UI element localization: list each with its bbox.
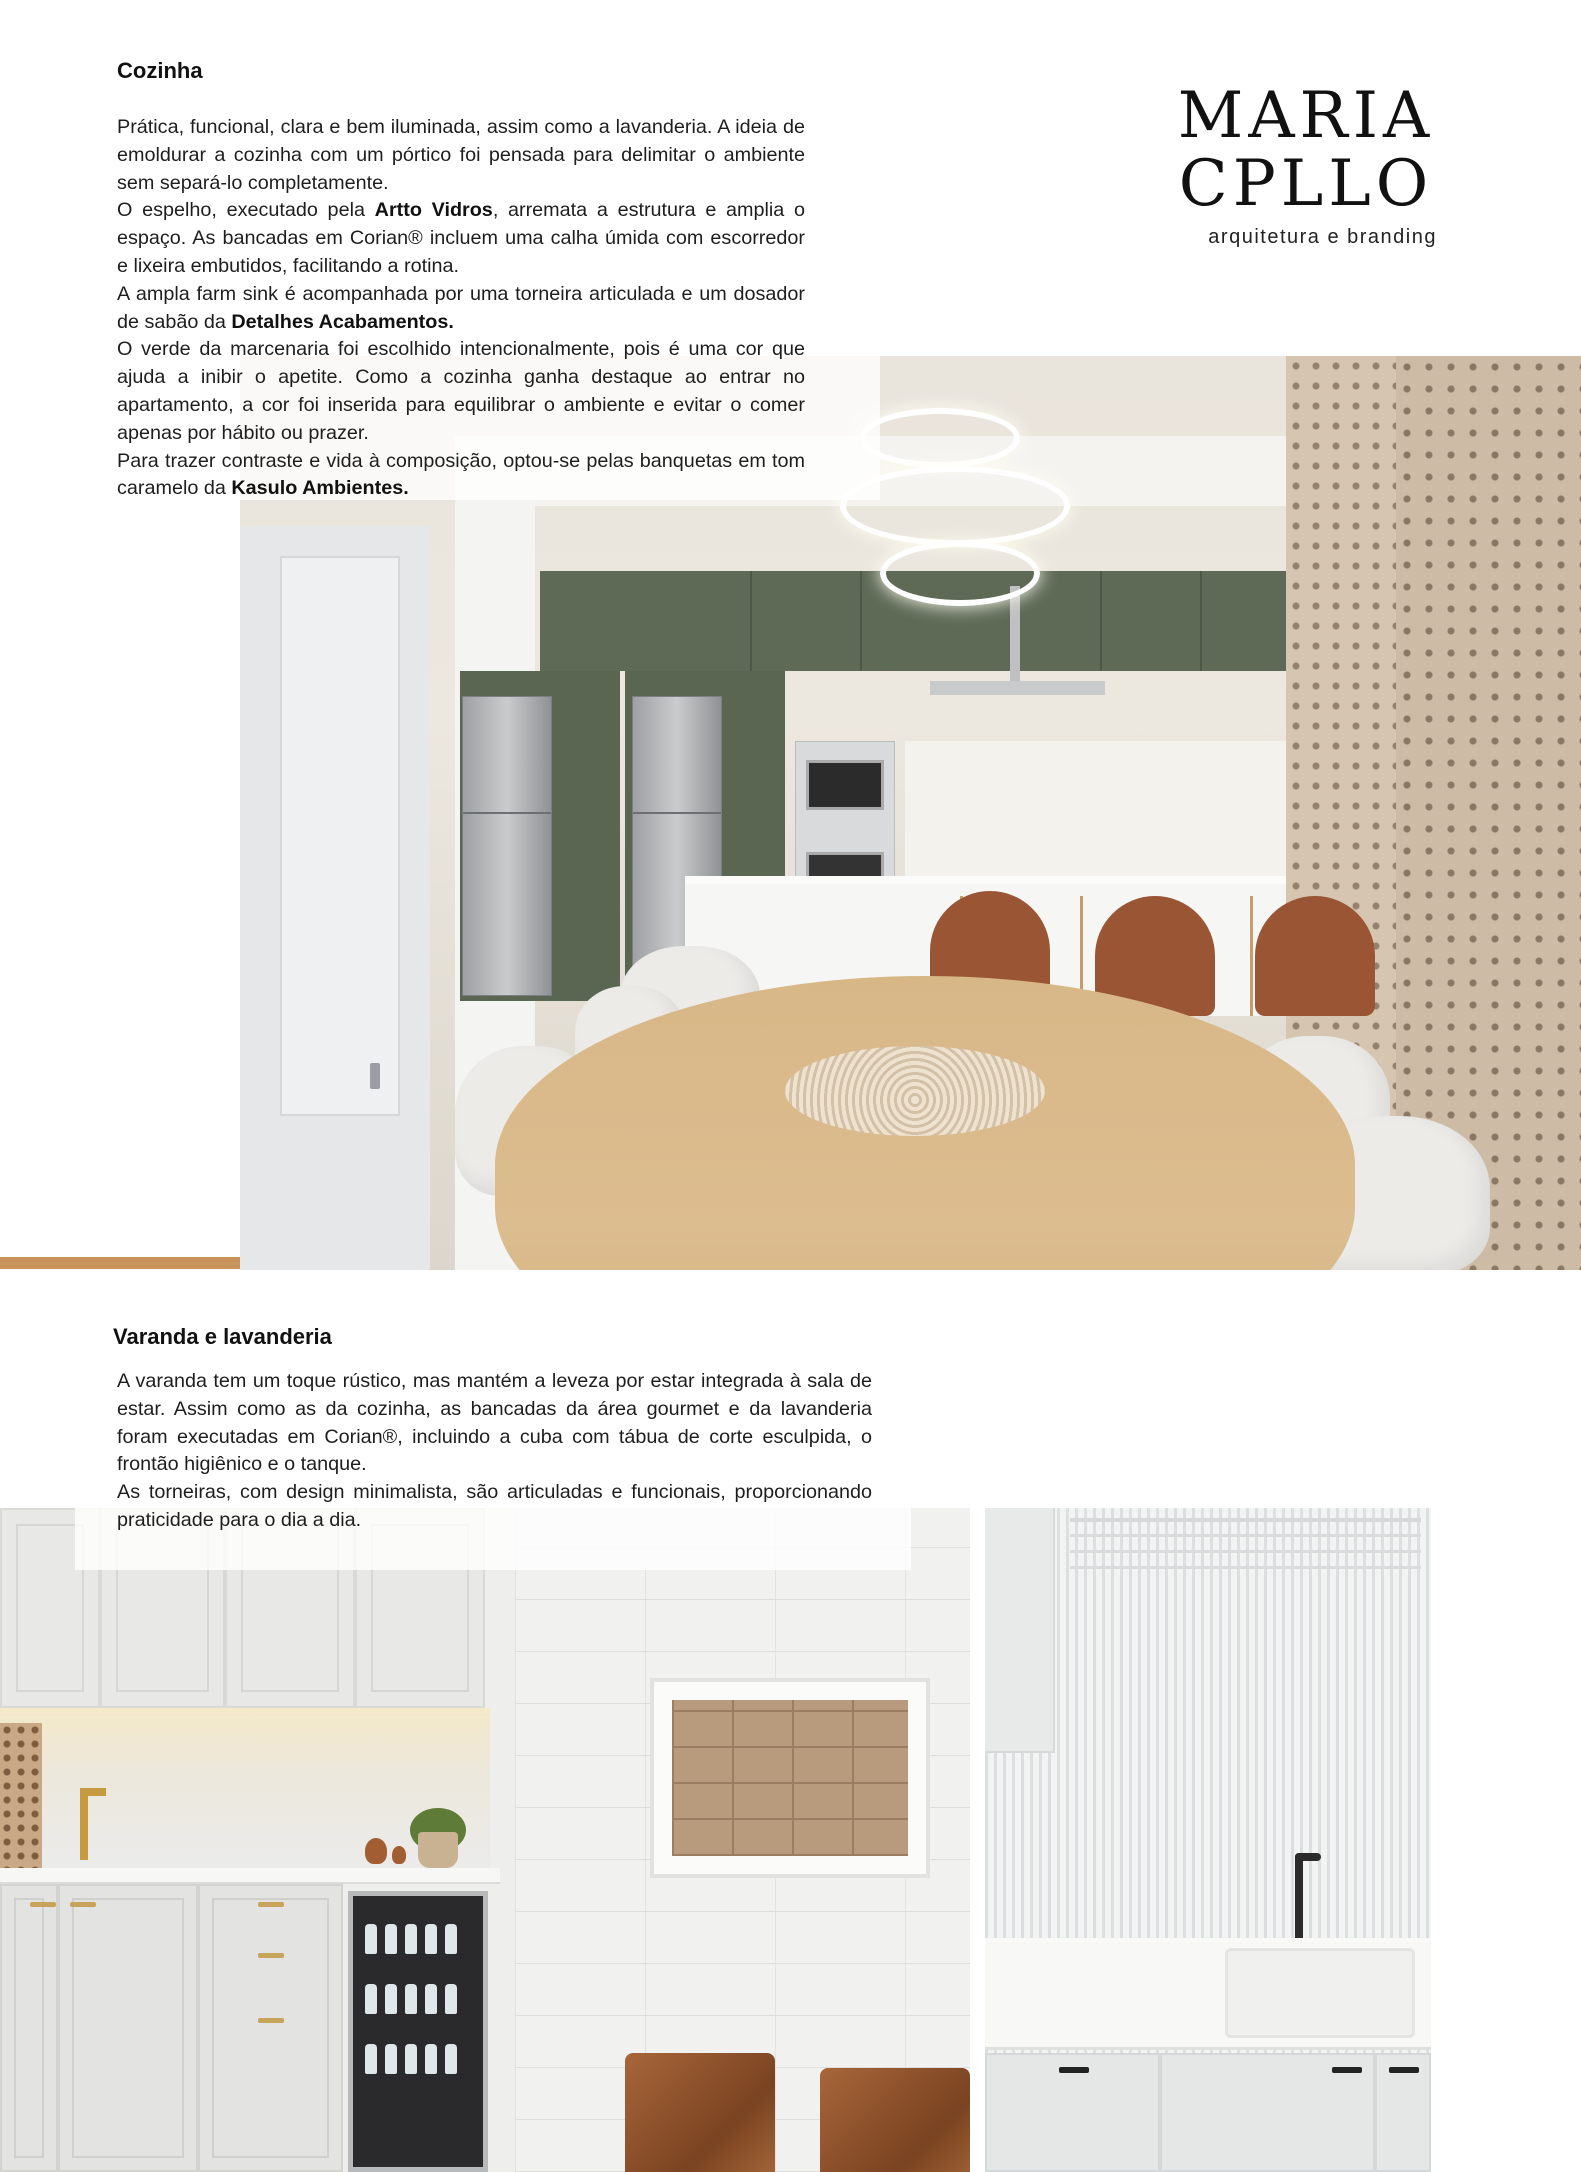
supplier-name: Kasulo Ambientes.: [231, 477, 409, 500]
veranda-paragraph: As torneiras, com design minimalista, são articuladas e funcionais, proporcionando praticidade para o dia a dia.: [117, 1481, 872, 1531]
cabinet-divider: [1200, 571, 1202, 671]
kitchen-body: [117, 114, 805, 503]
gold-handle-icon: [258, 1953, 284, 1958]
veranda-title: Varanda e lavanderia: [113, 1324, 332, 1349]
supplier-name: Detalhes Acabamentos.: [231, 310, 454, 333]
range-hood-stem: [1010, 586, 1020, 686]
black-handle-icon: [1332, 2067, 1362, 2073]
logo-line-1: MARIA: [1177, 79, 1435, 153]
black-faucet-icon: [1295, 1853, 1303, 1948]
wooden-vase: [392, 1846, 406, 1864]
door-handle-icon: [370, 1063, 380, 1089]
laundry-lower-cabinet: [1375, 2053, 1431, 2172]
barbecue-niche: [650, 1678, 930, 1878]
range-hood: [930, 681, 1105, 695]
lower-cabinet: [58, 1884, 198, 2172]
wine-cooler: [348, 1891, 488, 2172]
laundry-lower-cabinet: [1160, 2053, 1375, 2172]
black-handle-icon: [1059, 2067, 1089, 2073]
cobogo-panel: [0, 1723, 42, 1868]
veranda-photo: [0, 1508, 970, 2172]
veranda-body: [117, 1368, 872, 1535]
supplier-name: Artto Vidros: [374, 199, 493, 222]
plant-pot: [418, 1832, 458, 1868]
brick-interior: [672, 1700, 908, 1856]
kitchen-paragraph: Prática, funcional, clara e bem iluminada, assim como a lavanderia. A ideia de emoldurar a cozinha com um pórtico foi pensada para delimitar o ambiente sem separá-lo completamente.: [117, 116, 805, 194]
wooden-vase: [365, 1838, 387, 1864]
kitchen-title: Cozinha: [117, 58, 203, 83]
cabinet-divider: [860, 571, 862, 671]
drawer-stack: [198, 1884, 343, 2172]
kitchen-paragraph: O verde da marcenaria foi escolhido intencionalmente, pois é uma cor que ajuda a inibir o apetite. Como a cozinha ganha destaque ao entrar no apartamento, a cor foi inserida para equilibrar o ambiente e evitar o comer apenas por hábito ou prazer.: [117, 338, 805, 444]
accent-bar: [0, 1257, 240, 1269]
cabinet-divider: [750, 571, 752, 671]
lower-cabinet: [0, 1884, 58, 2172]
laundry-photo: [985, 1508, 1431, 2172]
clothes-drying-rack: [1070, 1518, 1421, 1598]
black-handle-icon: [1389, 2067, 1419, 2073]
gold-handle-icon: [258, 2018, 284, 2023]
brand-logo: [1175, 79, 1437, 249]
gold-handle-icon: [258, 1902, 284, 1907]
kitchen-door: [280, 556, 400, 1116]
veranda-paragraph: A varanda tem um toque rústico, mas mantém a leveza por estar integrada à sala de estar. Assim como as da cozinha, as bancadas da área gourmet e da lavanderia foram executadas em Corian®, incluindo a cuba com tábua de corte esculpida, o frontão higiênico e o tanque.: [117, 1370, 872, 1476]
caramel-stool: [1255, 896, 1375, 1016]
wooden-stool: [820, 2068, 970, 2172]
chandelier-ring: [880, 541, 1040, 606]
laundry-upper-cabinet: [985, 1508, 1055, 1753]
gold-faucet-icon: [80, 1788, 88, 1860]
gourmet-counter: [0, 1868, 500, 1884]
black-faucet-spout: [1295, 1853, 1321, 1861]
kitchen-backsplash: [905, 741, 1325, 891]
kitchen-paragraph: O espelho, executado pela Artto Vidros, arremata a estrutura e amplia o espaço. As bancadas em Corian® incluem uma calha úmida com escorredor e lixeira embutidos, facilitando a rotina.: [117, 199, 806, 277]
logo-tagline: arquitetura e branding: [1208, 226, 1437, 248]
kitchen-paragraph: Para trazer contraste e vida à composição, optou-se pelas banquetas em tom caramelo da Kasulo Ambientes.: [117, 449, 805, 500]
gold-faucet-spout: [80, 1788, 106, 1796]
gold-handle-icon: [30, 1902, 56, 1907]
laundry-lower-cabinet: [985, 2053, 1160, 2172]
refrigerator: [462, 696, 552, 996]
kitchen-paragraph: A ampla farm sink é acompanhada por uma torneira articulada e um dosador de sabão da Detalhes Acabamentos.: [117, 282, 805, 333]
logo-line-2: CPLLO: [1178, 147, 1434, 221]
cabinet-divider: [1100, 571, 1102, 671]
chandelier-ring: [860, 408, 1020, 468]
gold-handle-icon: [70, 1902, 96, 1907]
laundry-tank: [1225, 1948, 1415, 2038]
wooden-stool: [625, 2053, 775, 2172]
decorative-beads: [785, 1046, 1045, 1136]
microwave-window: [806, 760, 884, 810]
